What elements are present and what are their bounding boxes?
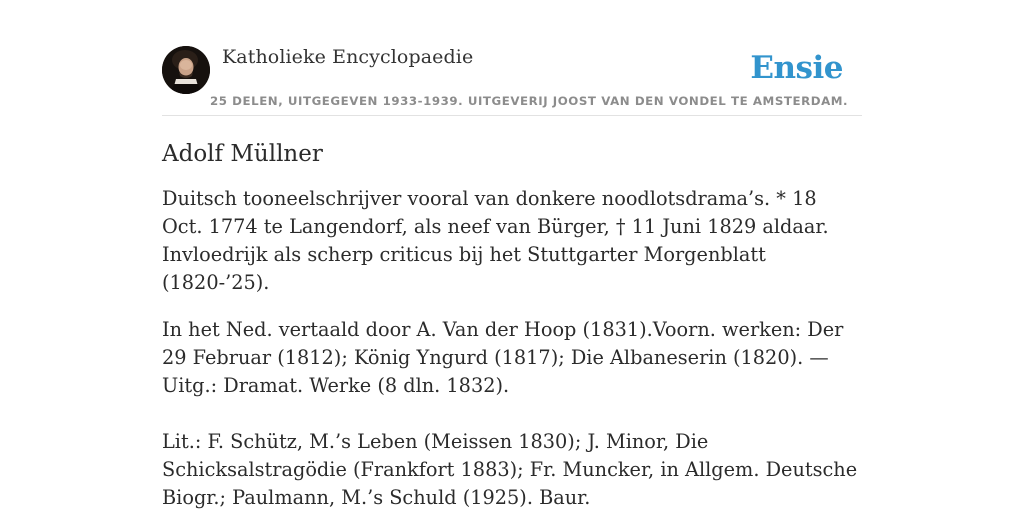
article-paragraph-2: In het Ned. vertaald door A. Van der Hoop (1831).Voorn. werken: Der 29 Februar (1812); König Yngurd (1817); Die Albaneserin (1820). — Uitg.: Dramat. Werke (8 dln. 1832).: [162, 318, 844, 397]
site-name-link[interactable]: Katholieke Encyclopaedie: [222, 46, 474, 68]
ensie-logo[interactable]: Ensie: [750, 50, 843, 86]
article-paragraph-3: Lit.: F. Schütz, M.’s Leben (Meissen 1830); J. Minor, Die Schicksalstragödie (Frankfort 1883); Fr. Muncker, in Allgem. Deutsche Biogr.; Paulmann, M.’s Schuld (1925). Baur.: [162, 430, 858, 509]
article-title: Adolf Müllner: [162, 141, 323, 167]
encyclopedia-subtitle: 25 DELEN, UITGEGEVEN 1933-1939. UITGEVERIJ JOOST VAN DEN VONDEL TE AMSTERDAM.: [210, 94, 849, 108]
paragraph-spacer: [162, 400, 862, 428]
article-paragraph-1: Duitsch tooneelschrijver vooral van donkere noodlotsdrama’s. * 18 Oct. 1774 te Langendorf, als neef van Bürger, † 11 Juni 1829 aldaar. Invloedrijk als scherp criticus bij het Stuttgarter Morgenblatt (1820-’25).: [162, 187, 829, 294]
portrait-avatar-icon[interactable]: [162, 46, 210, 94]
portrait-image: [162, 46, 210, 94]
header-divider: [162, 115, 862, 116]
article: [162, 138, 862, 512]
